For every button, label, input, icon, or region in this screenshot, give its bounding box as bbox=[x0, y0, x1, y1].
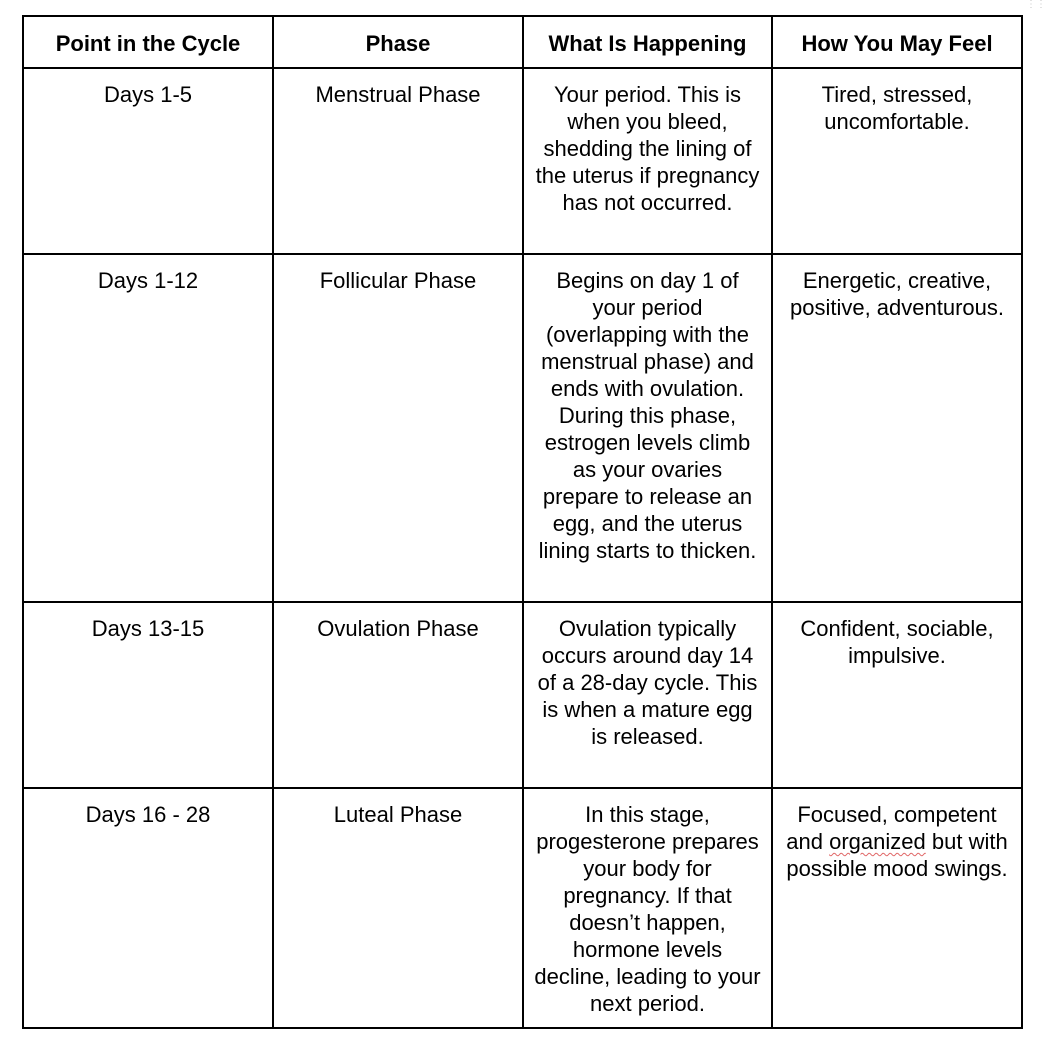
cell-feel: Tired, stressed, uncomfortable. bbox=[772, 68, 1022, 254]
cell-happening: Begins on day 1 of your period (overlapping with the menstrual phase) and ends with ovulation. During this phase, estrogen levels climb as your ovaries prepare to release an egg, and the uterus lining starts to thicken. bbox=[523, 254, 772, 602]
table-row bbox=[23, 68, 1022, 254]
cell-happening: In this stage, progesterone prepares your body for pregnancy. If that doesn’t happen, hormone levels decline, leading to your next period. bbox=[523, 788, 772, 1028]
cell-feel bbox=[772, 788, 1022, 1028]
table-header-row bbox=[23, 16, 1022, 68]
header-phase: Phase bbox=[273, 16, 523, 68]
header-point-in-cycle: Point in the Cycle bbox=[23, 16, 273, 68]
menstrual-cycle-table bbox=[22, 15, 1023, 1029]
feel-text-end: but with possible mood swings. bbox=[786, 829, 1008, 881]
cell-feel: Energetic, creative, positive, adventurous. bbox=[772, 254, 1022, 602]
feel-text-start: Focused, competent and bbox=[786, 802, 997, 854]
table-row bbox=[23, 788, 1022, 1028]
header-how-you-may-feel: How You May Feel bbox=[772, 16, 1022, 68]
cell-happening: Your period. This is when you bleed, shedding the lining of the uterus if pregnancy has not occurred. bbox=[523, 68, 772, 254]
header-what-is-happening: What Is Happening bbox=[523, 16, 772, 68]
cell-phase: Luteal Phase bbox=[273, 788, 523, 1028]
cell-happening: Ovulation typically occurs around day 14 of a 28-day cycle. This is when a mature egg is released. bbox=[523, 602, 772, 788]
corner-marker: ⋮⋮ bbox=[1026, 0, 1046, 10]
cell-point: Days 1-12 bbox=[23, 254, 273, 602]
spellcheck-flagged-word[interactable]: organized bbox=[829, 829, 926, 854]
cell-phase: Follicular Phase bbox=[273, 254, 523, 602]
table-row bbox=[23, 602, 1022, 788]
cell-point: Days 13-15 bbox=[23, 602, 273, 788]
cell-point: Days 1-5 bbox=[23, 68, 273, 254]
cell-feel: Confident, sociable, impulsive. bbox=[772, 602, 1022, 788]
table-row bbox=[23, 254, 1022, 602]
cell-phase: Menstrual Phase bbox=[273, 68, 523, 254]
cell-phase: Ovulation Phase bbox=[273, 602, 523, 788]
cell-point: Days 16 - 28 bbox=[23, 788, 273, 1028]
